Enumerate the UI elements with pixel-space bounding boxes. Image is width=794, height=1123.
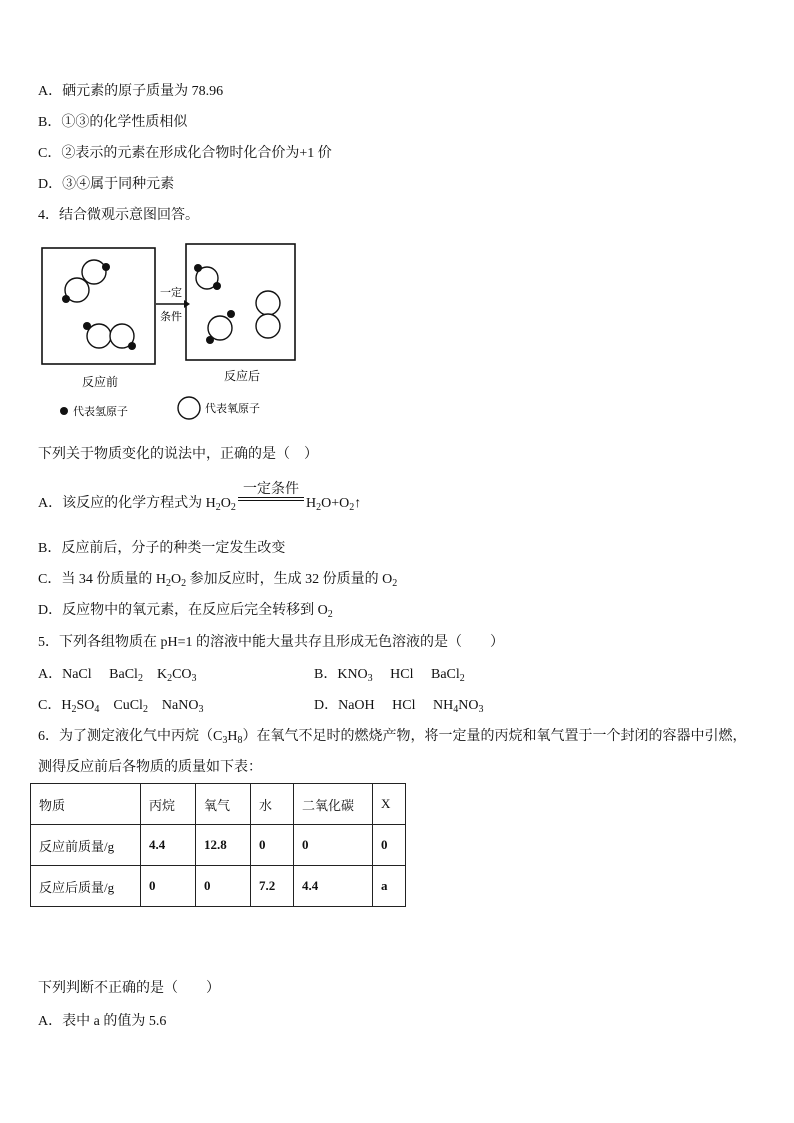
q6-option-a: A．表中 a 的值为 5.6 xyxy=(38,1014,167,1029)
hydrogen-legend-icon xyxy=(60,407,68,415)
q6-stem-line2: 测得反应前后各物质的质量如下表： xyxy=(38,760,262,775)
before-label: 反应前 xyxy=(82,375,119,389)
mass-table xyxy=(30,783,406,907)
q5-stem: 5．下列各组物质在 pH=1 的溶液中能大量共存且形成无色溶液的是（ ） xyxy=(38,635,505,650)
table-cell: 7.2 xyxy=(251,866,294,907)
q5-option-a: A．NaCl BaCl$_2$ $K_2CO_3$ xyxy=(38,667,197,684)
q4-stem: 4．结合微观示意图回答。 xyxy=(38,208,199,223)
table-cell: 4.4 xyxy=(294,866,373,907)
table-row xyxy=(31,866,406,907)
table-row xyxy=(31,825,406,866)
q4-option-c: C．当 34 份质量的 $H_2O_2$ 参加反应时，生成 32 份质量的 $O_2$ xyxy=(38,572,398,589)
table-header: X xyxy=(373,784,406,825)
table-cell: 0 xyxy=(294,825,373,866)
q4-option-b: B．反应前后，分子的种类一定发生改变 xyxy=(38,541,286,556)
q6-question: 下列判断不正确的是（ ） xyxy=(38,981,220,996)
equation-bar-bottom xyxy=(238,500,304,501)
equation-bar-top xyxy=(238,497,304,498)
q5-option-d: D．NaOH HCl $NH_4NO_3$ xyxy=(314,698,484,715)
table-cell: 0 xyxy=(196,866,251,907)
arrow-label-1: 一定 xyxy=(160,286,182,299)
q3-option-b: B．①③的化学性质相似 xyxy=(38,115,188,130)
table-header: 水 xyxy=(251,784,294,825)
legend-h: 代表氢原子 xyxy=(73,405,128,418)
q4-option-d: D．反应物中的氧元素，在反应后完全转移到 $O_2$ xyxy=(38,603,333,620)
q6-stem: 6．为了测定液化气中丙烷$(C_3H_8)$在氧气不足时的燃烧产物，将一定量的丙烷和氧气置于一个封闭的容器中引燃， xyxy=(38,729,747,746)
q4-option-a: A．该反应的化学方程式为 $H_2O_2$ xyxy=(38,496,236,513)
q3-option-d: D．③④属于同种元素 xyxy=(38,177,175,192)
table-cell: 反应后质量/g xyxy=(31,866,141,907)
q3-option-c: C．②表示的元素在形成化合物时化合价为+1 价 xyxy=(38,146,332,161)
q5-option-c: C．$H_2SO_4$ CuCl$_2$ NaNO$_3$ xyxy=(38,698,204,715)
q4-question: 下列关于物质变化的说法中，正确的是（ ） xyxy=(38,447,318,462)
reaction-diagram xyxy=(38,240,298,425)
legend-o: 代表氧原子 xyxy=(205,402,260,415)
table-cell: a xyxy=(373,866,406,907)
table-header: 二氧化碳 xyxy=(294,784,373,825)
table-header: 物质 xyxy=(31,784,141,825)
table-cell: 0 xyxy=(373,825,406,866)
arrow-label-2: 条件 xyxy=(160,310,182,323)
table-cell: 反应前质量/g xyxy=(31,825,141,866)
q5-option-b: B．$KNO_3$ HCl BaCl$_2$ xyxy=(314,667,465,684)
table-cell: 0 xyxy=(141,866,196,907)
table-header: 丙烷 xyxy=(141,784,196,825)
oxygen-legend-icon xyxy=(178,397,200,419)
table-header: 氧气 xyxy=(196,784,251,825)
table-cell: 0 xyxy=(251,825,294,866)
equation-products: $H_2O+O_2↑$ xyxy=(306,496,362,513)
table-cell: 12.8 xyxy=(196,825,251,866)
q3-option-a: A．硒元素的原子质量为 78.96 xyxy=(38,84,224,99)
table-cell: 4.4 xyxy=(141,825,196,866)
after-label: 反应后 xyxy=(224,369,261,383)
table-header-row xyxy=(31,784,406,825)
equation-condition: 一定条件 xyxy=(243,482,299,497)
